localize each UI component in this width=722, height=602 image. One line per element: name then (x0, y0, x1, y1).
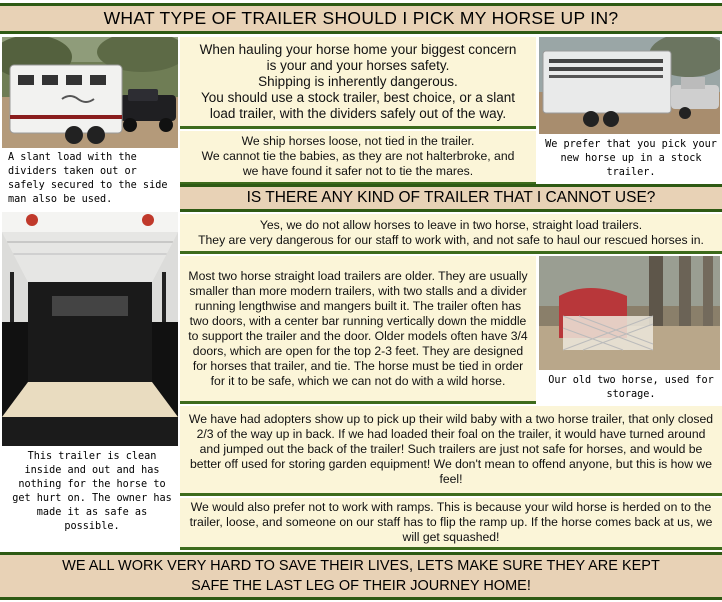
straight-load-text: Most two horse straight load trailers are older. They are usually smaller than more modern trailers, with two stalls and a divider running lengthwise and mangers built it. The trailer often has two doors, with a center bar running vertically down the middle to support the trailer and the door. Older models often have 3/4 doors, which are open for the top 2-3 feet. They are designed for horses that trailer, and tie. The horse must be tied in order for it to be safe, which we can not do with a wild horse. (188, 268, 528, 388)
adopters-panel (180, 406, 722, 496)
straight-load-panel (180, 256, 536, 404)
intro-line: When hauling your horse home your biggest concern (199, 41, 517, 57)
answer-panel (180, 214, 722, 254)
page-title-bar (0, 3, 722, 34)
intro-line: load trailer, with the dividers safely out of the way. (209, 105, 507, 121)
footer-line: WE ALL WORK VERY HARD TO SAVE THEIR LIVES, LETS MAKE SURE THEY ARE KEPT (62, 558, 660, 574)
loose-panel (180, 131, 536, 185)
stock-trailer-photo (539, 37, 720, 134)
loose-line: We cannot tie the babies, as they are not halterbroke, and (201, 149, 515, 163)
ramps-panel (180, 498, 722, 550)
trailer-interior-caption: This trailer is clean inside and out and has nothing for the horse to get hurt on. The owner has made it as safe as possible. (12, 451, 172, 532)
question-bar (180, 184, 722, 212)
intro-line: You should use a stock trailer, best choice, or a slant (201, 89, 515, 105)
intro-panel (180, 37, 536, 129)
footer-line: SAFE THE LAST LEG OF THEIR JOURNEY HOME! (191, 578, 531, 594)
page-title: WHAT TYPE OF TRAILER SHOULD I PICK MY HORSE UP IN? (103, 8, 619, 28)
adopters-text: We have had adopters show up to pick up their wild baby with a two horse trailer, that only closed 2/3 of the way up in back. If we had loaded their foal on the trailer, it would have turned around and jumped out the back of the trailer! Such trailers are just not safe for horses, and would be better off used for storing garden equipment! We don't mean to offend anyone, but this is how we feel! (188, 412, 714, 486)
loose-line: we have found it safer not to tie the mares. (242, 164, 474, 178)
footer-bar (0, 552, 722, 600)
question-title: IS THERE ANY KIND OF TRAILER THAT I CANNOT USE? (246, 189, 656, 206)
answer-line: Yes, we do not allow horses to leave in two horse, straight load trailers. (259, 217, 643, 232)
intro-line: is your and your horses safety. (266, 57, 450, 73)
loose-line: We ship horses loose, not tied in the trailer. (241, 134, 475, 148)
ramps-text: We would also prefer not to work with ramps. This is because your wild horse is herded on to the trailer, loose, and someone on our staff has to flip the ramp up. If the horse comes back at us, we will get squashed! (189, 500, 713, 544)
intro-line: Shipping is inherently dangerous. (258, 73, 458, 89)
stock-trailer-caption: We prefer that you pick your new horse up in a stock trailer. (545, 139, 717, 178)
slant-trailer-photo (2, 37, 178, 148)
old-trailer-caption: Our old two horse, used for storage. (548, 375, 714, 400)
answer-line: They are very dangerous for our staff to work with, and not safe to haul our rescued horses in. (198, 232, 704, 247)
old-trailer-photo (539, 256, 720, 370)
slant-trailer-caption: A slant load with the dividers taken out or safely secured to the side man also be used. (8, 152, 168, 205)
trailer-interior-photo (2, 212, 178, 446)
